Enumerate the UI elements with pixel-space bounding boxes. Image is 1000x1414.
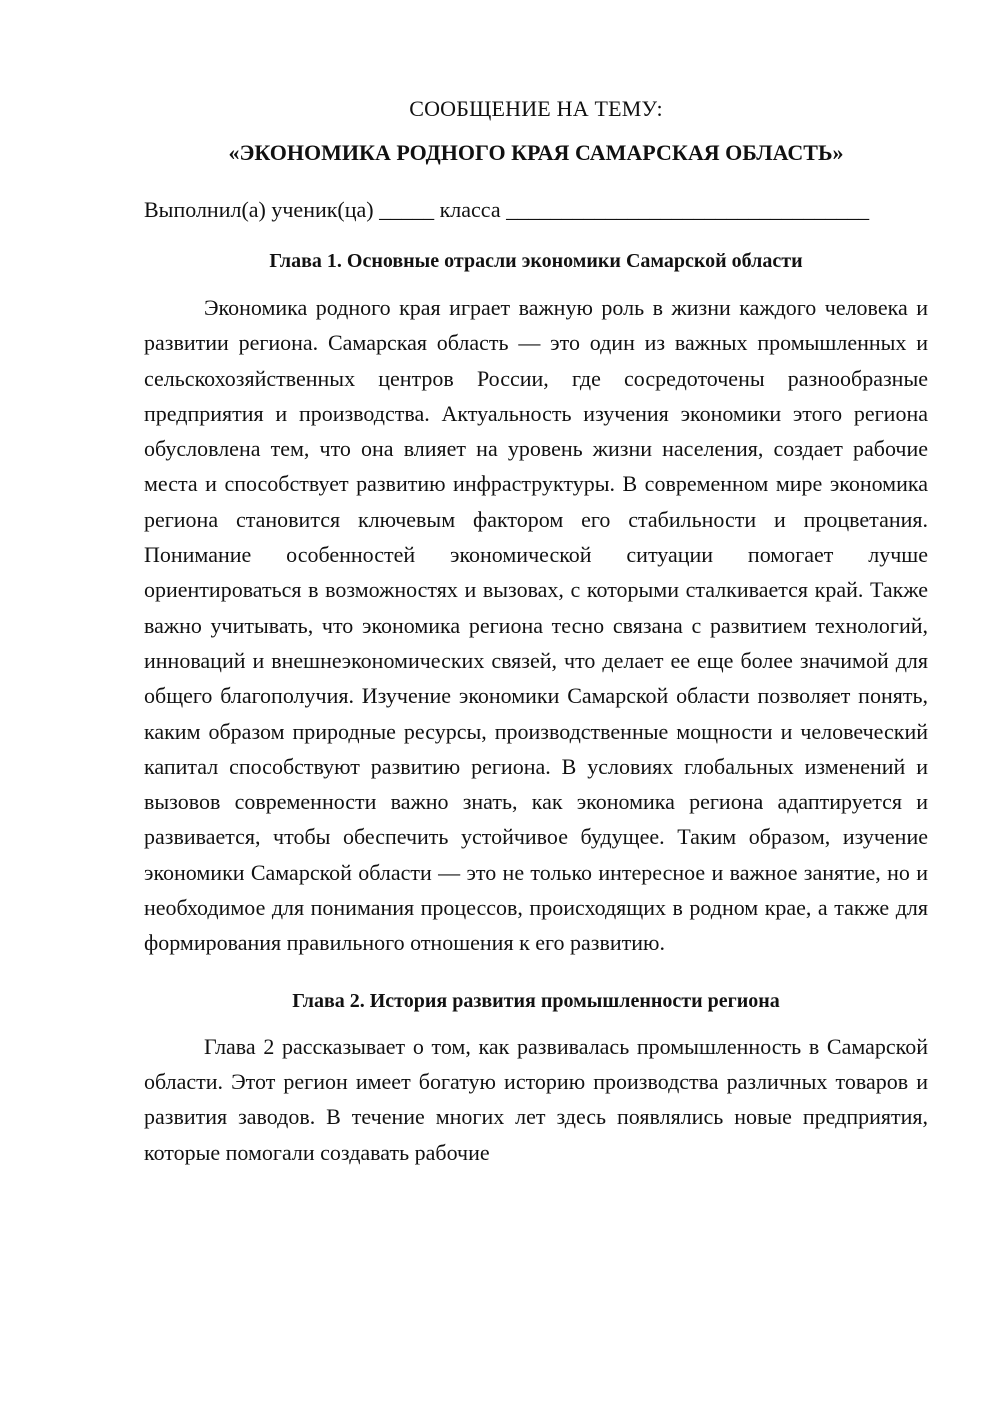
chapter-2-heading: Глава 2. История развития промышленности региона <box>292 989 780 1012</box>
document-title-topic: СООБЩЕНИЕ НА ТЕМУ: <box>409 96 663 121</box>
document-content <box>144 92 928 1170</box>
author-class-line: Выполнил(а) ученик(ца) _____ класса _________________________________ <box>144 197 870 222</box>
chapter-2-paragraph: Глава 2 рассказывает о том, как развивалась промышленность в Самарской области. Этот регион имеет богатую историю производства различных товаров и развития заводов. В течение многих лет здесь появлялись новые предприятия, которые помогали создавать рабочие <box>144 1033 928 1165</box>
chapter-1-paragraph: Экономика родного края играет важную роль в жизни каждого человека и развитии региона. Самарская область — это один из важных промышленных и сельскохозяйственных центров России, где сосредоточены разнообразные предприятия и производства. Актуальность изучения экономики этого региона обусловлена тем, что она влияет на уровень жизни населения, создает рабочие места и способствует развитию инфраструктуры. В современном мире экономика региона становится ключевым фактором его стабильности и процветания. Понимание особенностей экономической ситуации помогает лучше ориентироваться в возможностях и вызовах, с которыми сталкивается край. Также важно учитывать, что экономика региона тесно связана с развитием технологий, инноваций и внешнеэкономических связей, что делает ее еще более значимой для общего благополучия. Изучение экономики Самарской области позволяет понять, каким образом природные ресурсы, производственные мощности и человеческий капитал способствуют развитию региона. В условиях глобальных изменений и вызовов современности важно знать, как экономика региона адаптируется и развивается, чтобы обеспечить устойчивое будущее. Таким образом, изучение экономики Самарской области — это не только интересное и важное занятие, но и необходимое для понимания процессов, происходящих в родном крае, а также для формирования правильного отношения к его развитию. <box>144 295 928 956</box>
document-title-main: «ЭКОНОМИКА РОДНОГО КРАЯ САМАРСКАЯ ОБЛАСТЬ» <box>228 140 844 165</box>
chapter-1-heading: Глава 1. Основные отрасли экономики Самарской области <box>269 250 803 272</box>
